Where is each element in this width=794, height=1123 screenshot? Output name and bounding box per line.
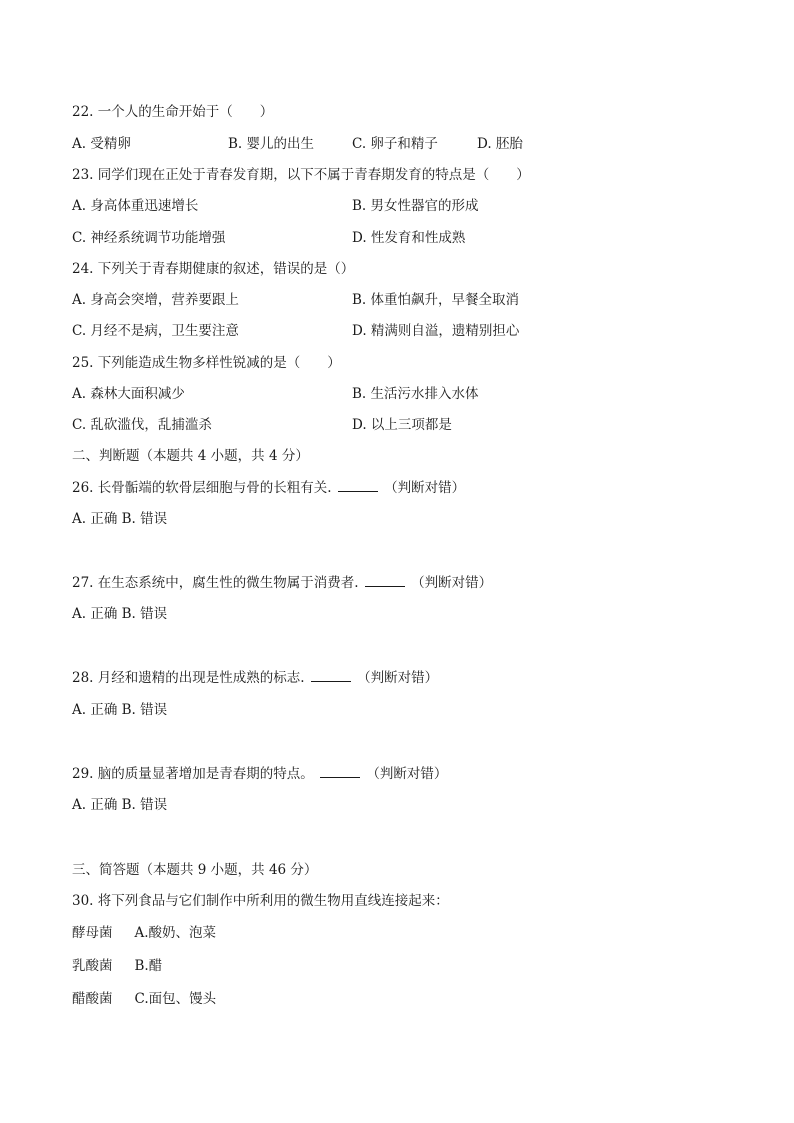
q22-option-c: C. 卵子和精子 [352,136,438,152]
q28-options: A. 正确 B. 错误 [72,702,168,718]
question-26-stem [72,479,465,497]
question-22-stem: 22. 一个人的生命开始于（ ） [72,104,274,120]
q29-answer-blank [320,765,360,778]
q23-option-b: B. 男女性器官的形成 [352,198,479,214]
q26-suffix: （判断对错） [384,480,466,496]
q30-pair-row [72,957,162,975]
q25-option-c: C. 乱砍滥伐，乱捕滥杀 [72,417,212,433]
q30-microbe: 乳酸菌 [72,958,113,974]
q30-microbe: 醋酸菌 [72,991,113,1007]
q23-option-c: C. 神经系统调节功能增强 [72,230,226,246]
q29-text: 29. 脑的质量显著增加是青春期的特点。 [72,766,314,782]
q29-options: A. 正确 B. 错误 [72,797,168,813]
q29-suffix: （判断对错） [366,766,448,782]
q27-answer-blank [365,574,405,587]
q30-microbe: 酵母菌 [72,925,113,941]
q26-answer-blank [338,479,378,492]
q30-pair-row [72,924,216,942]
q22-option-b: B. 婴儿的出生 [228,136,315,152]
question-25-stem: 25. 下列能造成生物多样性锐减的是（ ） [72,355,341,371]
q25-option-a: A. 森林大面积减少 [72,386,185,402]
section-3-heading: 三、简答题（本题共 9 小题，共 46 分） [72,862,318,878]
q23-option-d: D. 性发育和性成熟 [352,230,466,246]
question-30-stem: 30. 将下列食品与它们制作中所利用的微生物用直线连接起来： [72,893,449,909]
q27-options: A. 正确 B. 错误 [72,606,168,622]
q23-option-a: A. 身高体重迅速增长 [72,198,199,214]
q30-food: A.酸奶、泡菜 [134,925,217,941]
q26-options: A. 正确 B. 错误 [72,511,168,527]
question-28-stem [72,669,438,687]
section-2-heading: 二、判断题（本题共 4 小题，共 4 分） [72,448,309,464]
q27-suffix: （判断对错） [411,575,493,591]
question-27-stem [72,574,492,592]
q28-answer-blank [311,669,351,682]
q28-text: 28. 月经和遗精的出现是性成熟的标志. [72,670,305,686]
q24-option-a: A. 身高会突增，营养要跟上 [72,292,239,308]
q30-food: C.面包、馒头 [134,991,217,1007]
q24-option-d: D. 精满则自溢，遗精别担心 [352,323,520,339]
q30-pair-row [72,990,216,1008]
q26-text: 26. 长骨骺端的软骨层细胞与骨的长粗有关. [72,480,332,496]
q22-option-d: D. 胚胎 [477,136,523,152]
q25-option-d: D. 以上三项都是 [352,417,452,433]
q24-option-c: C. 月经不是病，卫生要注意 [72,323,239,339]
question-29-stem [72,765,447,783]
q22-option-a: A. 受精卵 [72,136,131,152]
q30-food: B.醋 [134,958,163,974]
q27-text: 27. 在生态系统中，腐生性的微生物属于消费者. [72,575,359,591]
question-23-stem: 23. 同学们现在正处于青春发育期，以下不属于青春期发育的特点是（ ） [72,167,530,183]
q24-option-b: B. 体重怕飙升，早餐全取消 [352,292,520,308]
q28-suffix: （判断对错） [357,670,439,686]
q25-option-b: B. 生活污水排入水体 [352,386,479,402]
question-24-stem: 24. 下列关于青春期健康的叙述，错误的是（） [72,261,355,277]
